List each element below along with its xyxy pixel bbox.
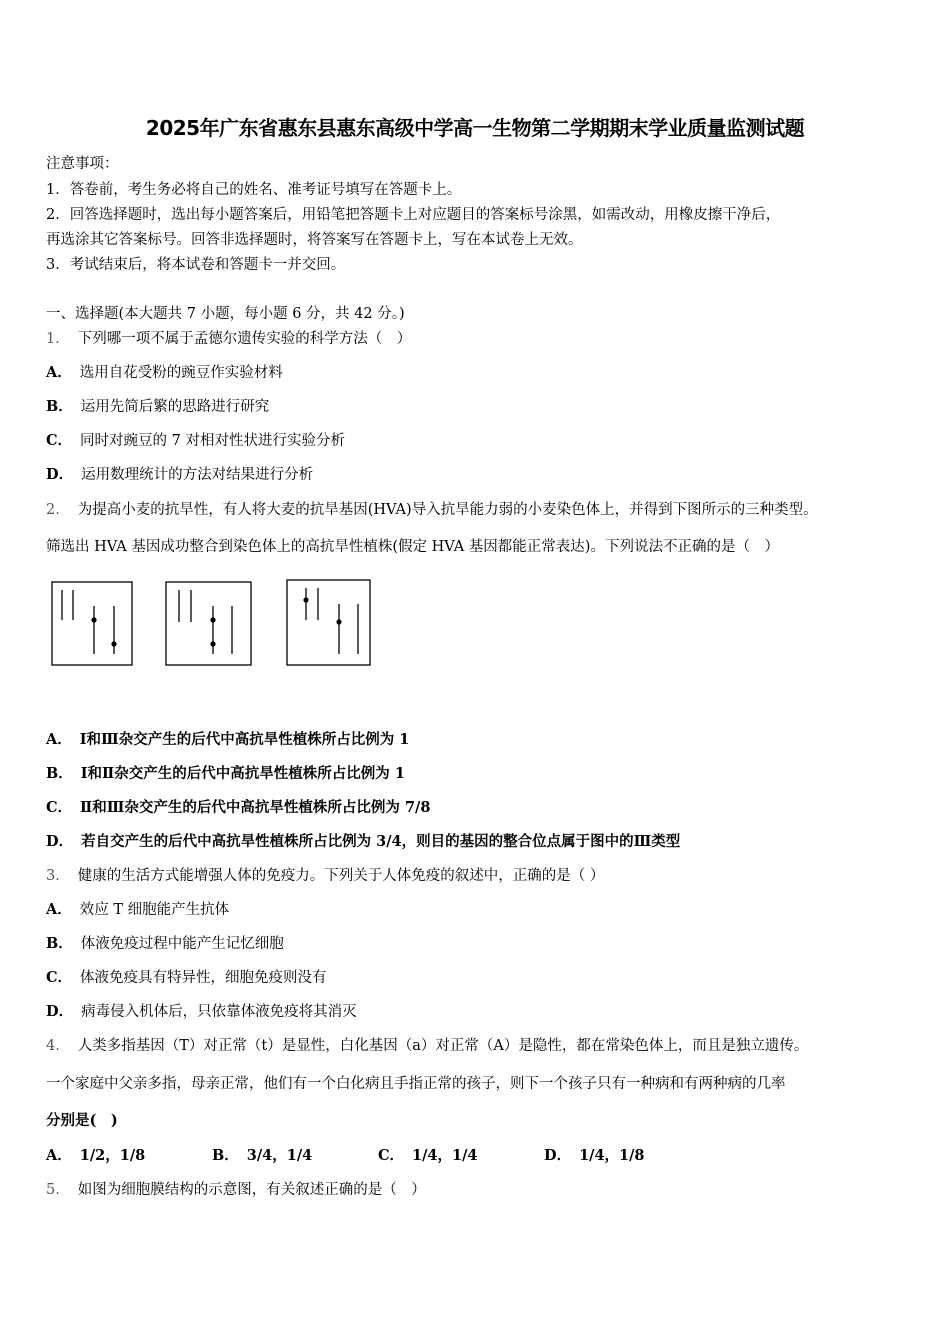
question-5-stem (46, 1178, 426, 1199)
option-text: 同时对豌豆的 7 对相对性状进行实验分析 (80, 433, 345, 449)
option-label: B． (46, 398, 73, 415)
option-text: 效应 T 细胞能产生抗体 (79, 902, 230, 918)
option-text: 病毒侵入机体后，只依靠体液免疫将其消灭 (81, 1004, 357, 1020)
question-3-stem (46, 864, 604, 885)
question-text: 为提高小麦的抗旱性，有人将大麦的抗旱基因(HVA)导入抗旱能力弱的小麦染色体上，并得到下图所示的三种类型。 (77, 502, 818, 518)
option-text: 3/4，1/4 (246, 1147, 313, 1164)
gene-dot (210, 641, 215, 646)
question-4-option-a[interactable] (46, 1144, 212, 1165)
option-label: A． (46, 731, 72, 748)
question-number: 1． (46, 331, 70, 347)
question-1-option-c[interactable] (46, 429, 345, 450)
question-4-stem-end: 分别是( ) (46, 1112, 118, 1129)
question-text: 健康的生活方式能增强人体的免疫力。下列关于人体免疫的叙述中，正确的是（ ） (77, 868, 605, 884)
figure-box (52, 582, 132, 665)
question-3-option-d[interactable] (46, 1000, 357, 1021)
question-1-stem (46, 327, 411, 348)
gene-dot (111, 641, 116, 646)
option-label: A． (46, 364, 72, 381)
notice-item: 3．考试结束后，将本试卷和答题卡一并交回。 (46, 257, 346, 273)
figure-type-ii (166, 582, 251, 665)
question-number: 4． (46, 1038, 70, 1054)
question-text: 下列哪一项不属于孟德尔遗传实验的科学方法（ ） (77, 331, 412, 347)
question-1-option-d[interactable] (46, 463, 313, 484)
notice-item: 再选涂其它答案标号。回答非选择题时，将答案写在答题卡上，写在本试卷上无效。 (46, 232, 583, 248)
page-title: 2025年广东省惠东县惠东高级中学高一生物第二学期期末学业质量监测试题 (145, 116, 805, 140)
chromosome-diagram (46, 574, 386, 699)
option-label: D． (46, 466, 74, 483)
question-2-option-a[interactable] (46, 728, 409, 749)
question-4-option-d[interactable] (544, 1144, 710, 1165)
question-4-stem (46, 1034, 808, 1055)
option-text: 运用先简后繁的思路进行研究 (80, 399, 270, 415)
option-label: B． (46, 765, 73, 782)
notice-item: 2．回答选择题时，选出每小题答案后，用铅笔把答题卡上对应题目的答案标号涂黑，如需改动，用橡皮擦干净后， (46, 207, 781, 223)
question-2-option-c[interactable] (46, 796, 430, 817)
question-3-option-b[interactable] (46, 932, 284, 953)
option-text: 体液免疫具有特异性，细胞免疫则没有 (80, 970, 327, 986)
gene-dot (303, 597, 308, 602)
question-number: 2． (46, 502, 70, 518)
gene-dot (91, 617, 96, 622)
gene-dot (210, 617, 215, 622)
question-text: 如图为细胞膜结构的示意图，有关叙述正确的是（ ） (77, 1182, 426, 1198)
question-2-stem-continued: 筛选出 HVA 基因成功整合到染色体上的高抗旱性植株(假定 HVA 基因都能正常表达)。下列说法不正确的是（ ） (46, 539, 779, 555)
question-2-option-b[interactable] (46, 762, 405, 783)
option-label: C． (46, 432, 73, 449)
option-text: Ⅰ和Ⅲ杂交产生的后代中高抗旱性植株所占比例为 1 (79, 731, 410, 748)
question-1-option-b[interactable] (46, 395, 269, 416)
option-label: A． (46, 901, 72, 918)
question-1-option-a[interactable] (46, 361, 283, 382)
question-text: 人类多指基因（T）对正常（t）是显性，白化基因（a）对正常（A）是隐性，都在常染色体上，而且是独立遗传。 (77, 1038, 809, 1054)
option-text: Ⅰ和Ⅱ杂交产生的后代中高抗旱性植株所占比例为 1 (80, 765, 405, 782)
option-label: A． (46, 1147, 72, 1164)
question-number: 5． (46, 1182, 70, 1198)
section-heading: 一、选择题(本大题共 7 小题，每小题 6 分，共 42 分。) (46, 306, 405, 322)
option-label: D． (46, 1003, 74, 1020)
notice-heading: 注意事项： (46, 156, 119, 172)
question-number: 3． (46, 868, 70, 884)
option-label: B． (46, 935, 73, 952)
question-4-stem-continued: 一个家庭中父亲多指，母亲正常，他们有一个白化病且手指正常的孩子，则下一个孩子只有一种病和有两种病的几率 (46, 1076, 786, 1092)
option-label: B． (212, 1147, 239, 1164)
option-label: C． (46, 799, 73, 816)
option-text: 1/2，1/8 (79, 1147, 146, 1164)
figure-type-iii (287, 580, 370, 665)
question-4-options-row (46, 1144, 710, 1165)
gene-dot (336, 619, 341, 624)
question-3-option-a[interactable] (46, 898, 229, 919)
question-4-option-c[interactable] (378, 1144, 544, 1165)
question-2-option-d[interactable] (46, 830, 680, 851)
option-text: 1/4，1/8 (579, 1147, 645, 1164)
chromosome-figure (46, 574, 386, 699)
question-4-option-b[interactable] (212, 1144, 378, 1165)
option-text: Ⅱ和Ⅲ杂交产生的后代中高抗旱性植株所占比例为 7/8 (80, 799, 431, 816)
question-3-option-c[interactable] (46, 966, 327, 987)
option-text: 运用数理统计的方法对结果进行分析 (81, 467, 314, 483)
option-label: D． (46, 833, 74, 850)
figure-type-i (52, 582, 132, 665)
question-2-stem (46, 498, 818, 519)
option-label: C． (378, 1147, 405, 1164)
option-text: 若自交产生的后代中高抗旱性植株所占比例为 3/4，则目的基因的整合位点属于图中的Ⅲ类型 (81, 833, 681, 850)
option-label: D． (544, 1147, 572, 1164)
option-label: C． (46, 969, 73, 986)
notice-item: 1．答卷前，考生务必将自己的姓名、准考证号填写在答题卡上。 (46, 182, 462, 198)
option-text: 体液免疫过程中能产生记忆细胞 (80, 936, 284, 952)
option-text: 选用自花受粉的豌豆作实验材料 (79, 365, 283, 381)
option-text: 1/4，1/4 (412, 1147, 478, 1164)
